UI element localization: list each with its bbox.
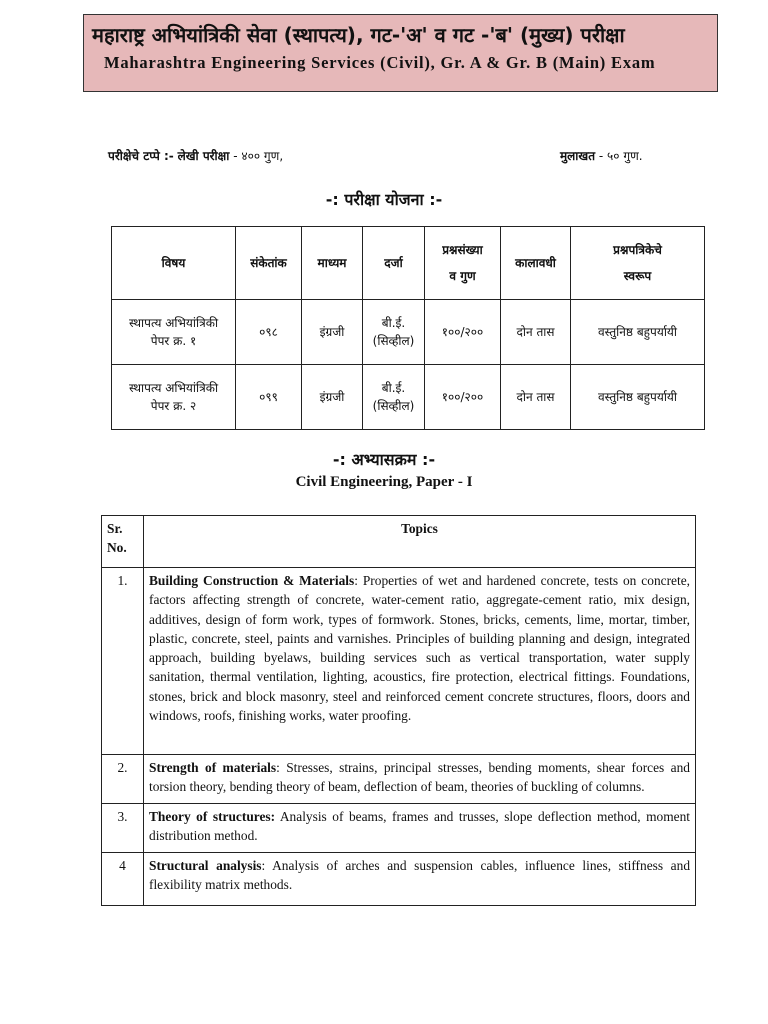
- duration-cell: दोन तास: [501, 300, 571, 365]
- level-cell: बी.ई. (सिव्हील): [363, 300, 425, 365]
- marks-cell: १००/२००: [425, 365, 501, 430]
- col-sr-no: Sr. No.: [102, 516, 144, 568]
- topic-cell: [144, 853, 696, 906]
- sr-number: 1.: [102, 568, 144, 755]
- duration-cell: दोन तास: [501, 365, 571, 430]
- topic-cell: [144, 568, 696, 755]
- topic-body: : Stresses, strains, principal stresses, bending moments, shear forces and torsion theory, bending theory of beam, deflection of beam, theories of buckling of columns.: [149, 760, 690, 795]
- col-level: दर्जा: [363, 227, 425, 300]
- interview-label: मुलाखत: [560, 149, 596, 163]
- subject-cell: स्थापत्य अभियांत्रिकी पेपर क्र. १: [112, 300, 236, 365]
- syllabus-header-row: [102, 516, 696, 568]
- col-topics: Topics: [144, 516, 696, 568]
- level-cell: बी.ई. (सिव्हील): [363, 365, 425, 430]
- topic-body: : Properties of wet and hardened concrete, tests on concrete, factors affecting strength of concrete, water-cement ratio, aggregate-cement ratio, mix design, additives, design of form work, types of formwork. Stones, bricks, cements, lime, mortar, timber, plastic, concrete, steel, paints and varnishes. Principles of building planning and design, integrated approach, building byelaws, building services such as vertical transportation, water supply sanitation, thermal ventilation, lighting, acoustics, fire protection, electrical fittings. Foundations, stones, brick and block masonry, steel and reinforced cement concrete structures, floors, doors and windows, roofs, finishing works, water proofing.: [149, 573, 690, 724]
- table-header-row: [112, 227, 705, 300]
- title-banner: [83, 14, 718, 92]
- interview-stage: [560, 147, 643, 164]
- title-english: Maharashtra Engineering Services (Civil), Gr. A & Gr. B (Main) Exam: [104, 53, 656, 72]
- sr-number: 2.: [102, 755, 144, 804]
- format-cell: वस्तुनिष्ठ बहुपर्यायी: [571, 365, 705, 430]
- topic-title: Strength of materials: [149, 760, 277, 775]
- topic-title: Building Construction & Materials: [149, 573, 355, 588]
- written-label: लेखी परीक्षा: [177, 149, 230, 163]
- table-row: [102, 755, 696, 804]
- sr-number: 4: [102, 853, 144, 906]
- col-subject: विषय: [112, 227, 236, 300]
- code-cell: ०९९: [236, 365, 302, 430]
- table-row: [112, 300, 705, 365]
- sr-number: 3.: [102, 804, 144, 853]
- col-questions-marks: प्रश्नसंख्या व गुण: [425, 227, 501, 300]
- col-duration: कालावधी: [501, 227, 571, 300]
- medium-cell: इंग्रजी: [302, 300, 363, 365]
- col-format: प्रश्नपत्रिकेचे स्वरूप: [571, 227, 705, 300]
- topic-cell: [144, 804, 696, 853]
- medium-cell: इंग्रजी: [302, 365, 363, 430]
- syllabus-table: [101, 515, 696, 906]
- topic-cell: [144, 755, 696, 804]
- scheme-heading: -: परीक्षा योजना :-: [325, 190, 443, 209]
- marks-cell: १००/२००: [425, 300, 501, 365]
- exam-scheme-table: [111, 226, 705, 430]
- code-cell: ०९८: [236, 300, 302, 365]
- exam-stages: [108, 147, 283, 164]
- table-row: [102, 804, 696, 853]
- paper-title: Civil Engineering, Paper - I: [295, 474, 473, 490]
- table-row: [102, 568, 696, 755]
- topic-body: : Analysis of arches and suspension cables, influence lines, stiffness and flexibility matrix methods.: [149, 858, 691, 893]
- col-medium: माध्यम: [302, 227, 363, 300]
- stages-label: परीक्षेचे टप्पे :-: [108, 149, 174, 163]
- topic-title: Theory of structures:: [149, 809, 276, 824]
- topic-body: Analysis of beams, frames and trusses, slope deflection method, moment distribution method.: [149, 809, 690, 844]
- interview-marks: - ५० गुण.: [598, 149, 643, 163]
- table-row: [102, 853, 696, 906]
- title-marathi: महाराष्ट्र अभियांत्रिकी सेवा (स्थापत्य), गट-'अ' व गट -'ब' (मुख्य) परीक्षा: [92, 23, 625, 47]
- table-row: [112, 365, 705, 430]
- subject-cell: स्थापत्य अभियांत्रिकी पेपर क्र. २: [112, 365, 236, 430]
- topic-title: Structural analysis: [149, 858, 262, 873]
- written-marks: - ४०० गुण,: [233, 149, 284, 163]
- format-cell: वस्तुनिष्ठ बहुपर्यायी: [571, 300, 705, 365]
- syllabus-heading: -: अभ्यासक्रम :-: [332, 450, 436, 469]
- col-code: संकेतांक: [236, 227, 302, 300]
